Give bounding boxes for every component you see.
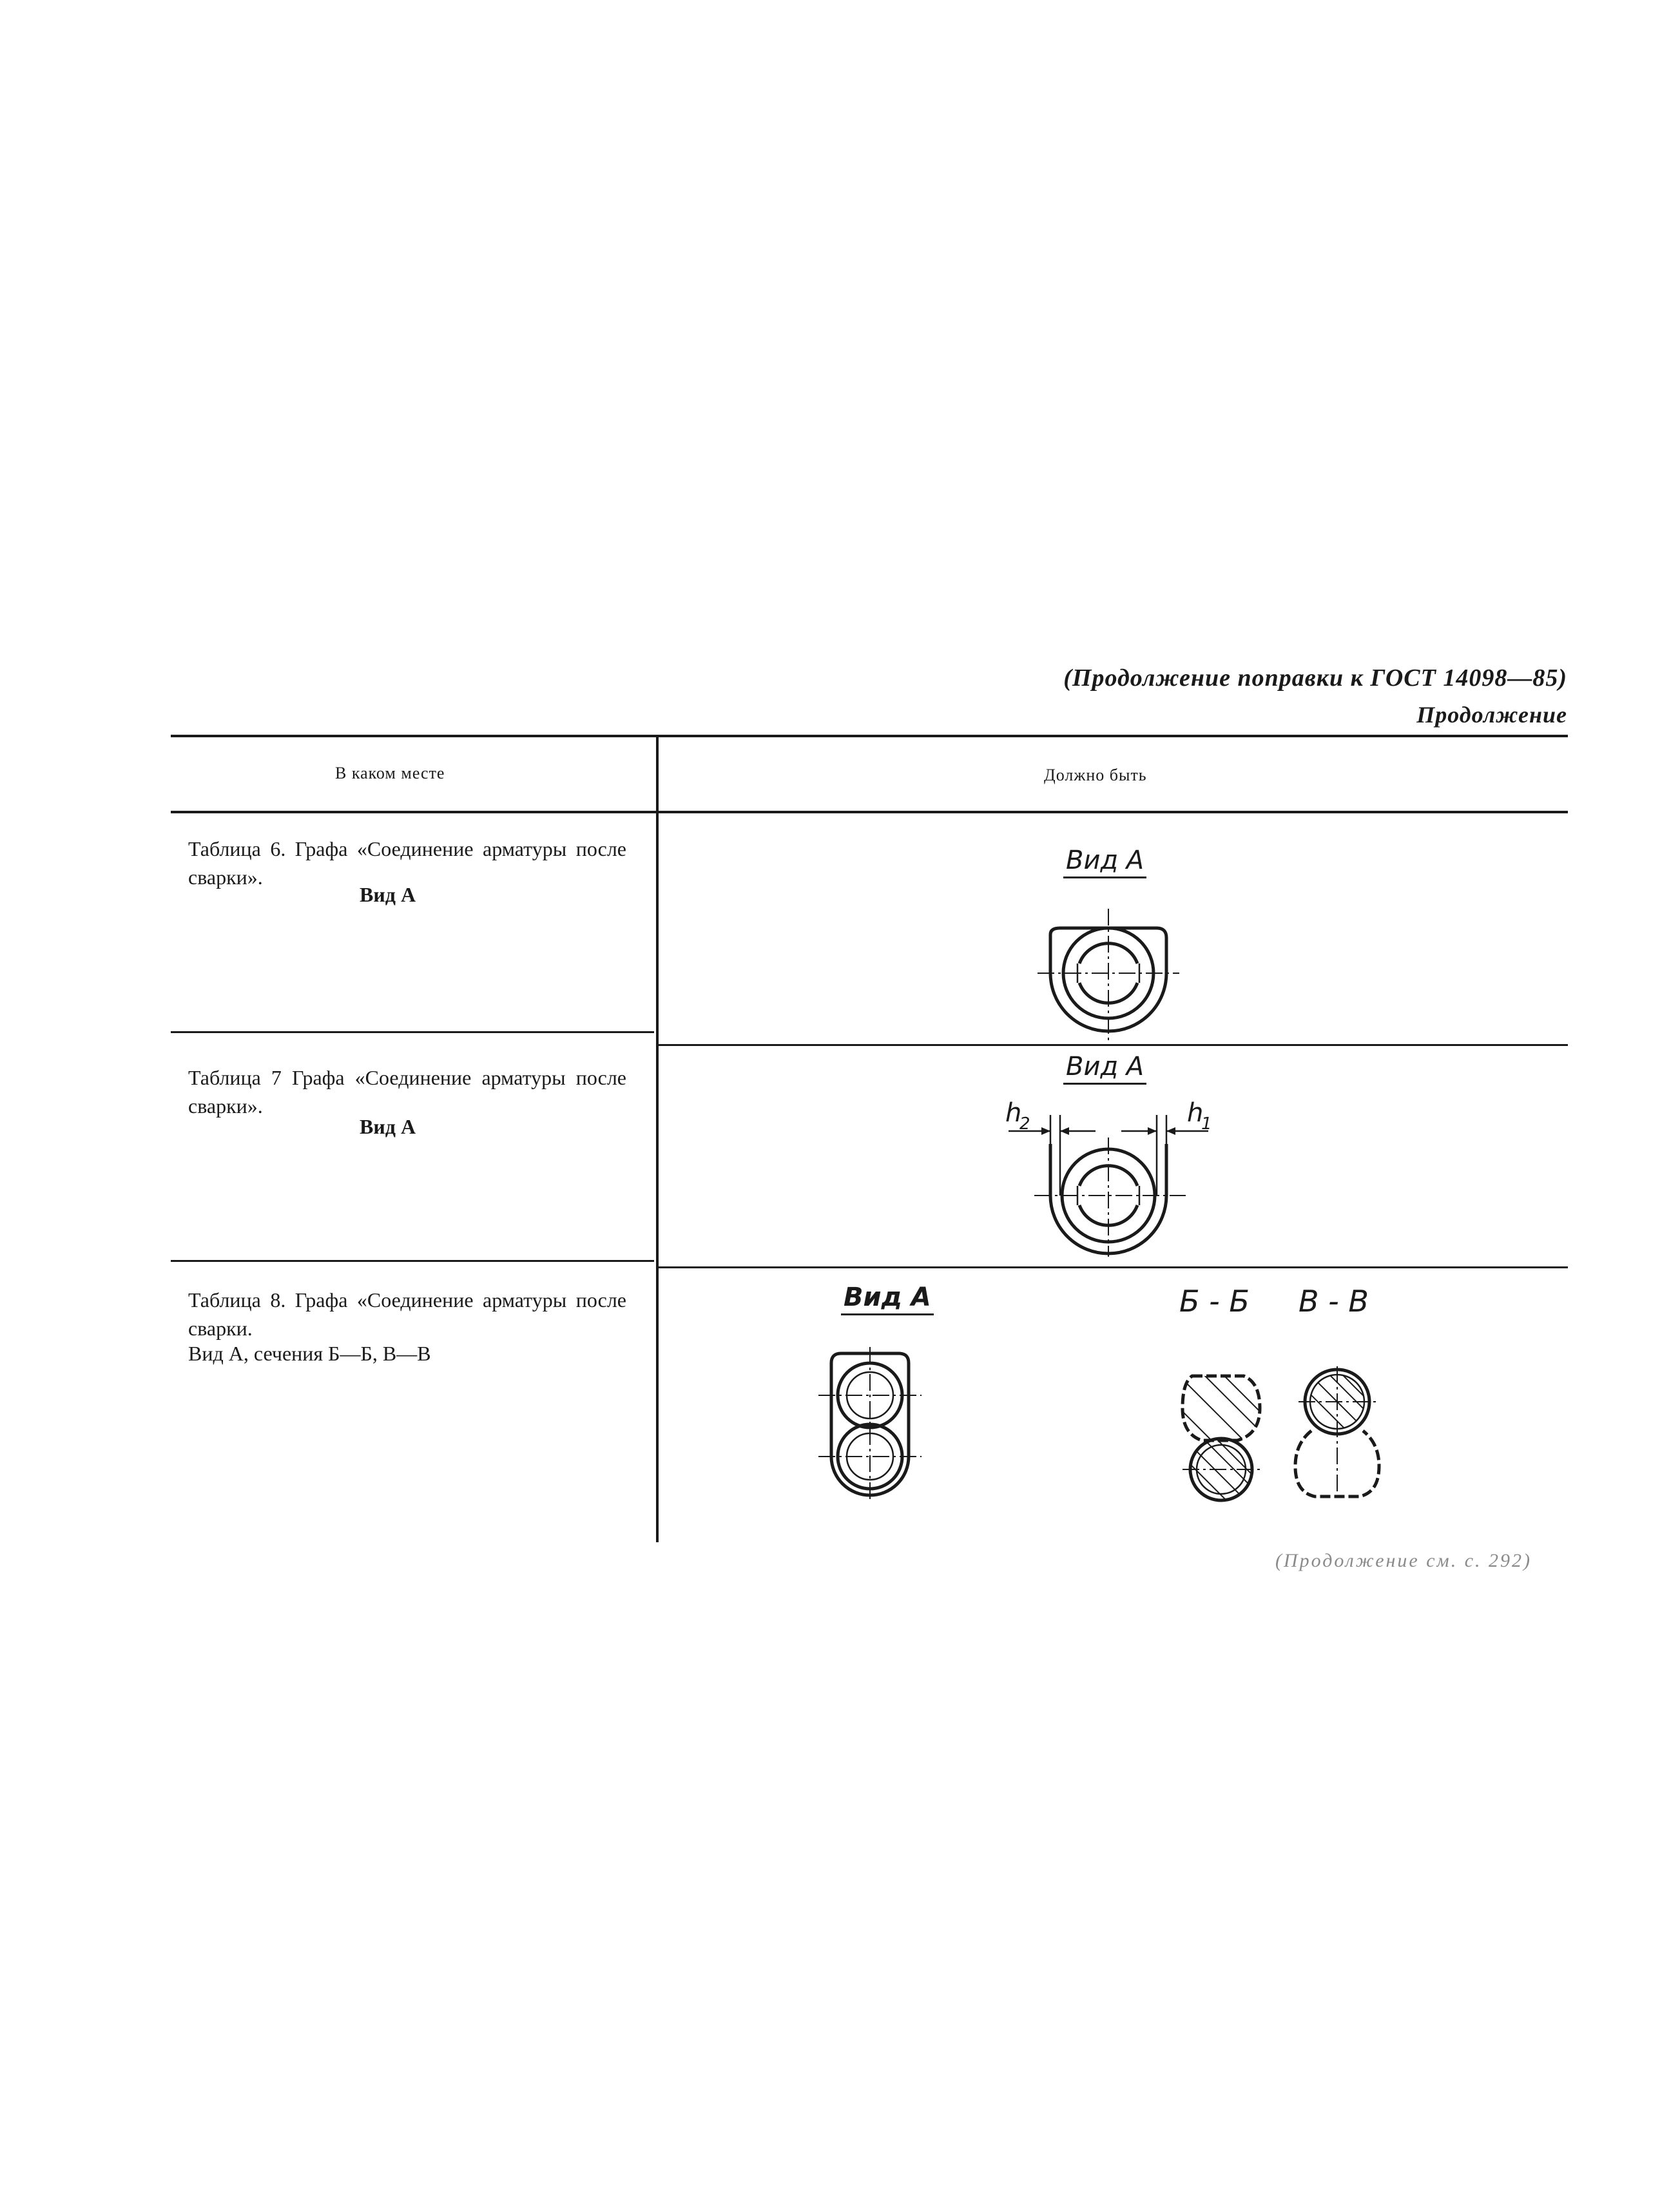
column-header-should-be: Должно быть bbox=[1044, 766, 1147, 784]
row-3-caption-section-b: Б - Б bbox=[1179, 1284, 1250, 1319]
row-1-caption-view-a: Вид А bbox=[1063, 846, 1146, 878]
table-header-rule bbox=[171, 811, 1568, 813]
row-2-view-a-drawing bbox=[999, 1096, 1218, 1263]
row-divider-left-1 bbox=[171, 1031, 654, 1033]
row-2-location-sub: Вид А bbox=[360, 1115, 416, 1138]
row-3-view-a-drawing bbox=[812, 1344, 928, 1505]
row-3-section-v-drawing bbox=[1289, 1360, 1386, 1508]
row-divider-right-2 bbox=[659, 1266, 1568, 1268]
dim-label-h-sub-2: 2 bbox=[1019, 1114, 1030, 1134]
continuation-title: (Продолжение поправки к ГОСТ 14098—85) bbox=[1063, 664, 1567, 692]
column-divider bbox=[656, 737, 659, 1542]
dim-label-h: h bbox=[1005, 1098, 1022, 1128]
row-1-location: Таблица 6. Графа «Соединение арматуры после сварки». bbox=[188, 837, 626, 889]
table-top-rule bbox=[171, 735, 1568, 737]
row-3-caption-view-a: Вид А bbox=[841, 1283, 934, 1315]
row-1-view-a-drawing bbox=[1031, 902, 1186, 1057]
row-1-location-sub: Вид А bbox=[360, 883, 416, 906]
column-header-location: В каком месте bbox=[335, 764, 445, 782]
row-3-caption-section-v: В - В bbox=[1299, 1284, 1369, 1319]
row-3-section-b-drawing bbox=[1173, 1363, 1270, 1511]
dim-label-h-right: h bbox=[1187, 1098, 1204, 1128]
row-divider-left-2 bbox=[171, 1260, 654, 1262]
row-2-caption-view-a: Вид А bbox=[1063, 1052, 1146, 1085]
continuation-label: Продолжение bbox=[1416, 702, 1567, 728]
footer-continuation-note: (Продолжение см. с. 292) bbox=[1275, 1550, 1532, 1571]
row-3-location-sub: Вид А, сечения Б—Б, В—В bbox=[188, 1342, 431, 1365]
row-2-location: Таблица 7 Графа «Соединение арматуры после сварки». bbox=[188, 1066, 626, 1118]
dim-label-h-sub-1: 1 bbox=[1201, 1114, 1212, 1134]
row-3-location: Таблица 8. Графа «Соединение арматуры после сварки. bbox=[188, 1288, 626, 1340]
